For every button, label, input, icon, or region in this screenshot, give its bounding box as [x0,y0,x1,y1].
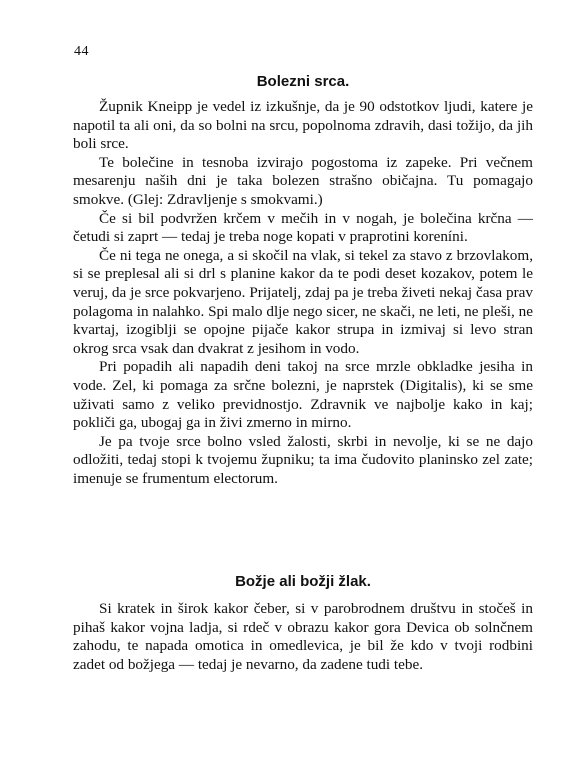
paragraph: Če si bil podvržen krčem v mečih in v nogah, je bolečina krčna — četudi si zaprt — tedaj je treba noge kopati v praprotini koreníni. [73,209,533,246]
paragraph: Je pa tvoje srce bolno vsled žalosti, skrbi in nevolje, ki se ne dajo odložiti, tedaj stopi k tvojemu župniku; ta ima čudovito planinsko zel zate; imenuje se frumentum electorum. [73,432,533,487]
paragraph: Župnik Kneipp je vedel iz izkušnje, da je 90 odstotkov ljudi, katere je napotil ta ali oni, da so bolni na srcu, popolnoma zdravih, dasi tožijo, da jih boli srce. [73,98,533,153]
paragraph: Te bolečine in tesnoba izvirajo pogostoma iz zapeke. Pri večnem mesarenju naših dni je taka bolezen strašno običajna. Tu pomagajo smokve. (Glej: Zdravljenje s smokvami.) [73,153,533,208]
paragraph: Pri popadih ali napadih deni takoj na srce mrzle obkladke jesiha in vode. Zel, ki pomaga za srčne bolezni, je naprstek (Digitalis), ki se sme uživati samo z veliko previdnostjo. Zdravnik ve najbolje kako in kaj; pokliči ga, ubogaj ga in živi zmerno in mirno. [73,358,533,432]
paragraph: Če ni tega ne onega, a si skočil na vlak, si tekel za stavo z brzovlakom, si se preplesal ali si drl s planine kakor da te podi deset kozakov, potem le veruj, da je srce pokvarjeno. Prijatelj, zdaj pa je treba živeti nekaj časa prav polagoma in nalahko. Spi malo dlje nego sicer, ne skači, ne leti, ne pleši, ne kvartaj, izogiblji se opojne pijače kakor strupa in izmivaj si levo stran okrog srca vsak dan dvakrat z jesihom in vodo. [73,246,533,357]
section-heading: Bolezni srca. [256,73,350,90]
paragraph: Si kratek in širok kakor čeber, si v parobrodnem društvu in stočeš in pihaš kakor vojna ladja, si rdeč v obrazu kakor gora Devica ob solnčnem zahodu, te napada omotica in omedlevica, je bil že kdo v tvoji rodbini zadet od božjega — tedaj je nevarno, da zadene tudi tebe. [73,600,533,673]
section-stroke [73,572,533,674]
section-heading: Božje ali božji žlak. [235,573,371,590]
page-number: 44 [74,44,89,59]
section-heart-diseases [73,72,533,488]
